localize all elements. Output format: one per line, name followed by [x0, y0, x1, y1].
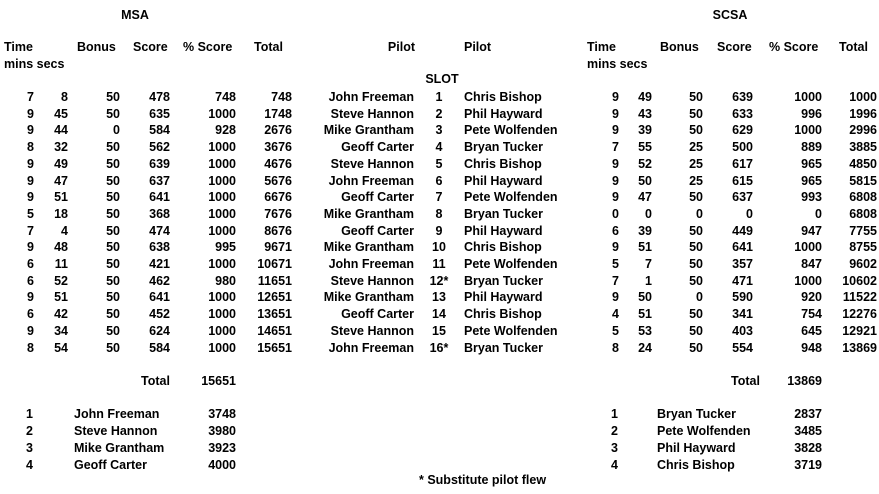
msa-mins-cell: 5: [27, 207, 34, 221]
msa-mins-cell: 9: [27, 290, 34, 304]
msa-secs-cell: 47: [54, 174, 68, 188]
scsa-bonus-cell: 0: [696, 290, 703, 304]
msa-score-cell: 638: [149, 240, 170, 254]
scsa-bonus-cell: 50: [689, 341, 703, 355]
msa-score-cell: 584: [149, 123, 170, 137]
summary-value: 3485: [794, 424, 822, 438]
scsa-bonus-cell: 0: [696, 207, 703, 221]
scsa-total-cell: 7755: [849, 224, 877, 238]
scsa-score-cell: 357: [732, 257, 753, 271]
msa-total-cell: 3676: [264, 140, 292, 154]
scsa-pilot-cell: Chris Bishop: [464, 157, 542, 171]
msa-secs-cell: 11: [54, 257, 68, 271]
msa-total-cell: 12651: [257, 290, 292, 304]
scsa-pilot-cell: Bryan Tucker: [464, 140, 543, 154]
msa-secs-cell: 48: [54, 240, 68, 254]
summary-pilot: Geoff Carter: [74, 458, 147, 472]
footnote: * Substitute pilot flew: [419, 473, 547, 487]
slot-cell: 2: [435, 107, 443, 121]
scsa-pct-score-cell: 847: [801, 257, 822, 271]
scsa-pilot-cell: Pete Wolfenden: [464, 324, 558, 338]
summary-rank: 1: [611, 407, 618, 421]
scsa-bonus-cell: 25: [689, 174, 703, 188]
msa-total-value: 15651: [201, 374, 236, 388]
scsa-secs-cell: 0: [645, 207, 652, 221]
msa-pilot-cell: Mike Grantham: [323, 207, 414, 221]
summary-pilot: Phil Hayward: [657, 441, 736, 455]
msa-pilot-cell: Steve Hannon: [330, 107, 414, 121]
summary-rank: 1: [26, 407, 33, 421]
scsa-pct-score-header: % Score: [769, 40, 819, 54]
msa-pilot-cell: Mike Grantham: [323, 123, 414, 137]
scsa-pct-score-cell: 965: [801, 157, 822, 171]
msa-bonus-cell: 50: [106, 341, 120, 355]
msa-total-cell: 4676: [264, 157, 292, 171]
msa-mins-cell: 9: [27, 157, 34, 171]
msa-pct-score-cell: 928: [215, 123, 236, 137]
slot-cell: 12*: [429, 274, 449, 288]
scsa-mins-cell: 9: [612, 240, 619, 254]
scsa-mins-cell: 6: [612, 224, 619, 238]
slot-cell: 9: [435, 224, 443, 238]
scsa-secs-cell: 39: [638, 123, 652, 137]
scsa-pilot-cell: Pete Wolfenden: [464, 190, 558, 204]
msa-pct-score-cell: 1000: [208, 157, 236, 171]
scsa-pct-score-cell: 1000: [794, 123, 822, 137]
scsa-score-header: Score: [717, 40, 752, 54]
scsa-pct-score-cell: 920: [801, 290, 822, 304]
scsa-secs-cell: 50: [638, 290, 652, 304]
msa-bonus-cell: 50: [106, 90, 120, 104]
scsa-total-cell: 10602: [842, 274, 877, 288]
msa-score-cell: 639: [149, 157, 170, 171]
msa-total-cell: 1748: [264, 107, 292, 121]
slot-cell: 8: [435, 207, 443, 221]
scsa-pilot-cell: Chris Bishop: [464, 307, 542, 321]
msa-secs-cell: 44: [54, 123, 68, 137]
msa-total-cell: 2676: [264, 123, 292, 137]
slot-cell: 14: [432, 307, 446, 321]
msa-bonus-cell: 50: [106, 240, 120, 254]
scsa-total-cell: 11522: [842, 290, 877, 304]
scsa-bonus-cell: 50: [689, 257, 703, 271]
scsa-pct-score-cell: 947: [801, 224, 822, 238]
scsa-bonus-cell: 50: [689, 90, 703, 104]
msa-time-header: Time: [4, 40, 33, 54]
summary-value: 3719: [794, 458, 822, 472]
summary-pilot: Mike Grantham: [74, 441, 165, 455]
msa-total-label: Total: [141, 374, 170, 388]
msa-pct-score-cell: 1000: [208, 224, 236, 238]
msa-mins-cell: 9: [27, 190, 34, 204]
scsa-mins-cell: 9: [612, 107, 619, 121]
scsa-total-cell: 1000: [849, 90, 877, 104]
summary-pilot: Pete Wolfenden: [657, 424, 751, 438]
msa-pct-score-cell: 1000: [208, 190, 236, 204]
msa-secs-cell: 45: [54, 107, 68, 121]
scsa-total-value: 13869: [787, 374, 822, 388]
scsa-mins-cell: 9: [612, 290, 619, 304]
scsa-secs-cell: 52: [638, 157, 652, 171]
scsa-mins-cell: 9: [612, 174, 619, 188]
scsa-mins-cell: 7: [612, 274, 619, 288]
scsa-pct-score-cell: 889: [801, 140, 822, 154]
scsa-score-cell: 341: [732, 307, 753, 321]
scsa-score-cell: 641: [732, 240, 753, 254]
scsa-pct-score-cell: 0: [815, 207, 822, 221]
msa-bonus-cell: 50: [106, 174, 120, 188]
msa-pilot-cell: John Freeman: [328, 90, 414, 104]
msa-mins-cell: 8: [27, 140, 34, 154]
scsa-total-cell: 9602: [849, 257, 877, 271]
msa-score-cell: 635: [149, 107, 170, 121]
scsa-pct-score-cell: 1000: [794, 240, 822, 254]
scsa-score-cell: 554: [732, 341, 753, 355]
slot-header: SLOT: [425, 72, 459, 86]
msa-score-cell: 624: [149, 324, 170, 338]
msa-score-cell: 462: [149, 274, 170, 288]
summary-rank: 3: [611, 441, 618, 455]
scsa-pilot-cell: Chris Bishop: [464, 240, 542, 254]
msa-pct-score-cell: 1000: [208, 290, 236, 304]
msa-mins-cell: 8: [27, 341, 34, 355]
scsa-time-header: Time: [587, 40, 616, 54]
slot-cell: 16*: [429, 341, 449, 355]
msa-secs-cell: 49: [54, 157, 68, 171]
scsa-score-cell: 639: [732, 90, 753, 104]
msa-bonus-cell: 50: [106, 107, 120, 121]
msa-total-cell: 15651: [257, 341, 292, 355]
scsa-secs-cell: 55: [638, 140, 652, 154]
scsa-mins-cell: 8: [612, 341, 619, 355]
scsa-pilot-cell: Chris Bishop: [464, 90, 542, 104]
scsa-total-cell: 4850: [849, 157, 877, 171]
msa-total-cell: 9671: [264, 240, 292, 254]
msa-score-cell: 368: [149, 207, 170, 221]
msa-pilot-cell: Steve Hannon: [330, 274, 414, 288]
scsa-pct-score-cell: 965: [801, 174, 822, 188]
summary-pilot: John Freeman: [74, 407, 160, 421]
scsa-mins-cell: 9: [612, 157, 619, 171]
msa-pilot-cell: Geoff Carter: [341, 190, 414, 204]
scsa-mins-cell: 5: [612, 257, 619, 271]
msa-total-cell: 748: [271, 90, 292, 104]
scsa-secs-cell: 24: [638, 341, 652, 355]
scsa-bonus-cell: 50: [689, 123, 703, 137]
msa-score-cell: 421: [149, 257, 170, 271]
msa-secs-cell: 51: [54, 190, 68, 204]
summary-rank: 3: [26, 441, 33, 455]
msa-title: MSA: [121, 8, 149, 22]
msa-secs-cell: 54: [54, 341, 68, 355]
msa-secs-cell: 34: [54, 324, 68, 338]
scsa-bonus-cell: 50: [689, 274, 703, 288]
msa-pilot-cell: Geoff Carter: [341, 224, 414, 238]
scsa-pilot-cell: Pete Wolfenden: [464, 257, 558, 271]
msa-bonus-cell: 50: [106, 307, 120, 321]
summary-value: 4000: [208, 458, 236, 472]
scsa-secs-cell: 51: [638, 307, 652, 321]
scsa-pct-score-cell: 993: [801, 190, 822, 204]
scsa-score-cell: 403: [732, 324, 753, 338]
msa-mins-cell: 6: [27, 274, 34, 288]
msa-pct-score-cell: 1000: [208, 324, 236, 338]
msa-bonus-cell: 50: [106, 140, 120, 154]
scsa-bonus-cell: 50: [689, 307, 703, 321]
msa-total-cell: 11651: [257, 274, 292, 288]
slot-cell: 10: [432, 240, 446, 254]
msa-secs-cell: 8: [61, 90, 68, 104]
msa-mins-cell: 9: [27, 324, 34, 338]
scsa-score-cell: 590: [732, 290, 753, 304]
msa-pct-score-cell: 1000: [208, 107, 236, 121]
msa-bonus-cell: 0: [113, 123, 120, 137]
scsa-total-label: Total: [731, 374, 760, 388]
slot-cell: 3: [435, 123, 443, 137]
scsa-pilot-cell: Bryan Tucker: [464, 207, 543, 221]
msa-score-cell: 562: [149, 140, 170, 154]
scsa-score-cell: 637: [732, 190, 753, 204]
msa-pct-score-cell: 1000: [208, 207, 236, 221]
scsa-score-cell: 617: [732, 157, 753, 171]
scsa-bonus-cell: 50: [689, 224, 703, 238]
scsa-pct-score-cell: 996: [801, 107, 822, 121]
summary-rank: 4: [26, 458, 33, 472]
msa-bonus-cell: 50: [106, 290, 120, 304]
scsa-mins-cell: 5: [612, 324, 619, 338]
msa-mins-secs-header: mins secs: [4, 57, 65, 71]
msa-total-cell: 8676: [264, 224, 292, 238]
scsa-secs-cell: 7: [645, 257, 652, 271]
scsa-score-cell: 471: [732, 274, 753, 288]
msa-total-cell: 13651: [257, 307, 292, 321]
msa-pilot-cell: Mike Grantham: [323, 290, 414, 304]
msa-pct-score-cell: 995: [215, 240, 236, 254]
slot-cell: 6: [435, 174, 443, 188]
msa-bonus-cell: 50: [106, 207, 120, 221]
msa-mins-cell: 9: [27, 174, 34, 188]
msa-total-header: Total: [254, 40, 283, 54]
scsa-bonus-cell: 50: [689, 240, 703, 254]
summary-pilot: Bryan Tucker: [657, 407, 736, 421]
msa-mins-cell: 6: [27, 307, 34, 321]
msa-score-cell: 474: [149, 224, 170, 238]
scsa-total-cell: 2996: [849, 123, 877, 137]
msa-pct-score-header: % Score: [183, 40, 233, 54]
msa-bonus-header: Bonus: [77, 40, 116, 54]
scsa-secs-cell: 39: [638, 224, 652, 238]
msa-secs-cell: 4: [61, 224, 68, 238]
msa-mins-cell: 9: [27, 107, 34, 121]
scsa-bonus-header: Bonus: [660, 40, 699, 54]
summary-value: 2837: [794, 407, 822, 421]
msa-total-cell: 7676: [264, 207, 292, 221]
slot-cell: 7: [435, 190, 443, 204]
msa-secs-cell: 42: [54, 307, 68, 321]
scsa-bonus-cell: 50: [689, 107, 703, 121]
scsa-pct-score-cell: 754: [801, 307, 822, 321]
msa-pilot-cell: Geoff Carter: [341, 140, 414, 154]
msa-bonus-cell: 50: [106, 257, 120, 271]
scsa-secs-cell: 50: [638, 174, 652, 188]
summary-value: 3980: [208, 424, 236, 438]
msa-secs-cell: 51: [54, 290, 68, 304]
msa-mins-cell: 7: [27, 224, 34, 238]
scsa-pct-score-cell: 1000: [794, 274, 822, 288]
summary-value: 3923: [208, 441, 236, 455]
summary-pilot: Steve Hannon: [74, 424, 158, 438]
msa-pilot-cell: John Freeman: [328, 257, 414, 271]
msa-pct-score-cell: 1000: [208, 341, 236, 355]
scsa-score-cell: 449: [732, 224, 753, 238]
msa-mins-cell: 7: [27, 90, 34, 104]
msa-pilot-cell: Mike Grantham: [323, 240, 414, 254]
scsa-pct-score-cell: 645: [801, 324, 822, 338]
msa-score-cell: 452: [149, 307, 170, 321]
scsa-pilot-cell: Bryan Tucker: [464, 274, 543, 288]
summary-value: 3828: [794, 441, 822, 455]
summary-rank: 2: [26, 424, 33, 438]
msa-pilot-cell: Steve Hannon: [330, 324, 414, 338]
scsa-mins-cell: 9: [612, 90, 619, 104]
scsa-total-header: Total: [839, 40, 868, 54]
scsa-total-cell: 13869: [842, 341, 877, 355]
msa-pct-score-cell: 1000: [208, 307, 236, 321]
summary-rank: 2: [611, 424, 618, 438]
scsa-score-cell: 615: [732, 174, 753, 188]
scsa-score-cell: 500: [732, 140, 753, 154]
msa-score-cell: 478: [149, 90, 170, 104]
msa-pct-score-cell: 1000: [208, 174, 236, 188]
slot-cell: 4: [435, 140, 443, 154]
msa-mins-cell: 6: [27, 257, 34, 271]
scsa-bonus-cell: 25: [689, 140, 703, 154]
slot-cell: 15: [432, 324, 446, 338]
msa-mins-cell: 9: [27, 240, 34, 254]
scsa-secs-cell: 1: [645, 274, 652, 288]
msa-secs-cell: 52: [54, 274, 68, 288]
scsa-secs-cell: 43: [638, 107, 652, 121]
msa-pilot-cell: John Freeman: [328, 174, 414, 188]
scsa-pilot-cell: Bryan Tucker: [464, 341, 543, 355]
scsa-secs-cell: 49: [638, 90, 652, 104]
scsa-total-cell: 3885: [849, 140, 877, 154]
scsa-mins-cell: 9: [612, 190, 619, 204]
msa-score-cell: 637: [149, 174, 170, 188]
scsa-secs-cell: 53: [638, 324, 652, 338]
msa-total-cell: 5676: [264, 174, 292, 188]
scsa-pilot-cell: Phil Hayward: [464, 107, 543, 121]
summary-pilot: Chris Bishop: [657, 458, 735, 472]
scsa-pct-score-cell: 948: [801, 341, 822, 355]
scsa-total-cell: 12921: [842, 324, 877, 338]
scsa-bonus-cell: 50: [689, 324, 703, 338]
msa-total-cell: 10671: [257, 257, 292, 271]
msa-pilot-cell: Geoff Carter: [341, 307, 414, 321]
scsa-pilot-header: Pilot: [464, 40, 492, 54]
scsa-total-cell: 6808: [849, 207, 877, 221]
scsa-score-cell: 0: [746, 207, 753, 221]
scsa-bonus-cell: 50: [689, 190, 703, 204]
scsa-total-cell: 8755: [849, 240, 877, 254]
msa-score-cell: 584: [149, 341, 170, 355]
msa-pilot-header: Pilot: [387, 40, 415, 54]
msa-bonus-cell: 50: [106, 224, 120, 238]
scsa-total-cell: 1996: [849, 107, 877, 121]
msa-bonus-cell: 50: [106, 274, 120, 288]
scsa-pct-score-cell: 1000: [794, 90, 822, 104]
msa-pct-score-cell: 1000: [208, 140, 236, 154]
msa-pct-score-cell: 1000: [208, 257, 236, 271]
scsa-score-cell: 633: [732, 107, 753, 121]
msa-mins-cell: 9: [27, 123, 34, 137]
scsa-pilot-cell: Phil Hayward: [464, 174, 543, 188]
msa-bonus-cell: 50: [106, 324, 120, 338]
scsa-mins-cell: 7: [612, 140, 619, 154]
msa-pct-score-cell: 748: [215, 90, 236, 104]
msa-pilot-cell: John Freeman: [328, 341, 414, 355]
scsa-mins-cell: 0: [612, 207, 619, 221]
slot-cell: 1: [435, 90, 443, 104]
msa-score-cell: 641: [149, 290, 170, 304]
scsa-secs-cell: 47: [638, 190, 652, 204]
scsa-mins-cell: 9: [612, 123, 619, 137]
scsa-mins-cell: 4: [612, 307, 619, 321]
slot-cell: 11: [432, 257, 446, 271]
scsa-score-cell: 629: [732, 123, 753, 137]
msa-score-cell: 641: [149, 190, 170, 204]
slot-cell: 5: [435, 157, 443, 171]
scsa-total-cell: 5815: [849, 174, 877, 188]
msa-score-header: Score: [133, 40, 168, 54]
msa-bonus-cell: 50: [106, 190, 120, 204]
summary-rank: 4: [611, 458, 618, 472]
msa-bonus-cell: 50: [106, 157, 120, 171]
scsa-mins-secs-header: mins secs: [587, 57, 648, 71]
msa-pilot-cell: Steve Hannon: [330, 157, 414, 171]
scsa-pilot-cell: Phil Hayward: [464, 290, 543, 304]
msa-pct-score-cell: 980: [215, 274, 236, 288]
scsa-pilot-cell: Phil Hayward: [464, 224, 543, 238]
msa-total-cell: 6676: [264, 190, 292, 204]
scsa-total-cell: 12276: [842, 307, 877, 321]
msa-secs-cell: 32: [54, 140, 68, 154]
scsa-total-cell: 6808: [849, 190, 877, 204]
summary-value: 3748: [208, 407, 236, 421]
scsa-bonus-cell: 25: [689, 157, 703, 171]
msa-total-cell: 14651: [257, 324, 292, 338]
slot-cell: 13: [432, 290, 446, 304]
scsa-title: SCSA: [712, 8, 748, 22]
scsa-pilot-cell: Pete Wolfenden: [464, 123, 558, 137]
scsa-secs-cell: 51: [638, 240, 652, 254]
msa-secs-cell: 18: [54, 207, 68, 221]
